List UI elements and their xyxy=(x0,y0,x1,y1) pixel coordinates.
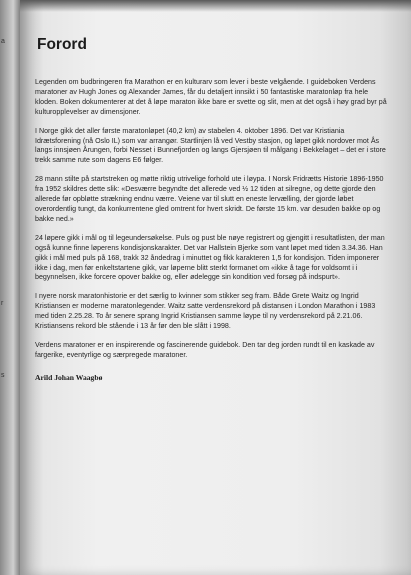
facing-page-text-fragment: s xyxy=(1,372,5,379)
paragraph-modern-history: I nyere norsk maratonhistorie er det særlig to kvinner som stikker seg fram. Både Grete Waitz og Ingrid Kristiansen er moderne maratonlegender. Waitz satte verdensrekord på distansen i London Marathon i 1983 med tiden 2.25.28. To år senere sprang Ingrid Kristiansen samme løype til ny verdensrekord på 2.21.06. Kristiansens rekord ble stående i 13 år før den ble slått i 1998. xyxy=(35,292,376,331)
page-title: Forord xyxy=(37,36,87,53)
paragraph-first-marathon: I Norge gikk det aller første maratonløpet (40,2 km) av stabelen 4. oktober 1896. Det var Kristiania Idrætsforening (nå Oslo IL) som var arrangør. Startlinjen lå ved Vestby stasjon, og løpet gikk nordover mot Ås langs innsjøen Årungen, forbi Nesset i Bunnefjorden og langs Gjersjøen til målgang i Bekkelaget – det er i store trekk samme rute som dagens E6 følger. xyxy=(35,126,386,165)
paragraph-closing: Verdens maratoner er en inspirerende og fascinerende guidebok. Den tar deg jorden rundt til en kaskade av fargerike, eventyrlige og særpregede maratoner. xyxy=(35,340,375,359)
paragraph-race-conditions: 28 mann stilte på startstreken og møtte riktig utrivelige forhold ute i løypa. I Norsk Fridrætts Historie 1896-1950 fra 1952 skildres dette slik: «Desværre begyndte det allerede ved ½ 12 tiden at silregne, og dette gjorde den allerede før opbløtte strækning endnu værre. Veiene var til slutt en eneste lervælling, der gjorde løbet overordentlig tungt, da konkurrentene gled omtrent for hvert skridt. De første 15 km. var desuden bakke op og bakke ned.» xyxy=(35,175,384,223)
author-signature: Arild Johan Waagbø xyxy=(35,372,103,382)
paragraph-results: 24 løpere gikk i mål og til legeundersøkelse. Puls og pust ble nøye registrert og gjengitt i resultatlisten, der man også kunne finne løperens kondisjonskarakter. Det var Hallstein Bjerke som vant løpet med tiden 3.34.36. Han gikk i mål med puls på 168, trakk 32 åndedrag i minuttet og fikk karakteren 1,5 for kondisjon. Tiden imponerer ikke i dag, men før enkeltstartene gikk, var løperne blitt sterkt formanet om «ikke å tage for voldsomt i i begynnelsen, ikke forcere opover bakke og, eller ødelegge sin kondition ved forsøg på indspurt». xyxy=(35,233,385,282)
facing-page-edge xyxy=(0,0,22,575)
facing-page-text-fragment: a xyxy=(1,38,5,45)
page-content xyxy=(35,36,387,382)
paragraph-intro: Legenden om budbringeren fra Marathon er en kulturarv som lever i beste velgående. I guideboken Verdens maratoner av Hugh Jones og Alexander James, får du detaljert innsikt i 50 fantastiske maratonløp fra hele kloden. Boken dokumenterer at det å løpe maraton ikke bare er svette og slit, men at det også i høy grad byr på kulturopplevelser av dimensjoner. xyxy=(35,78,387,116)
facing-page-text-fragment: r xyxy=(1,300,4,307)
page-top-shadow xyxy=(20,0,411,12)
